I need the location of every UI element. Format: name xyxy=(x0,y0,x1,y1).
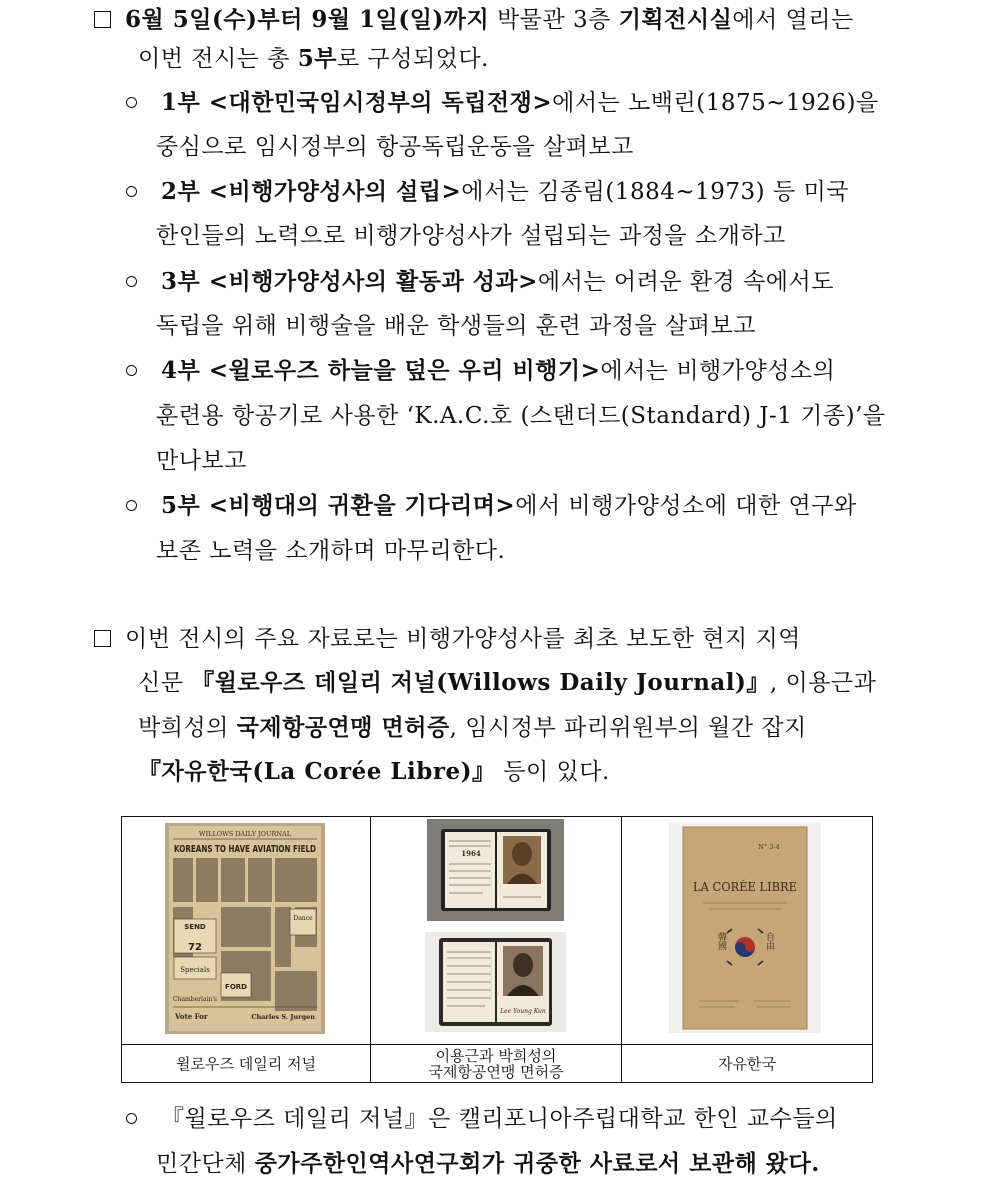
sec2-line3: 박희성의 국제항공연맹 면허증, 임시정부 파리위원부의 월간 잡지 xyxy=(138,714,807,741)
headline: KOREANS TO HAVE AVIATION FIELD xyxy=(174,844,316,855)
newspaper-image xyxy=(165,823,325,1034)
list-item: 3부 <비행가양성사의 활동과 성과>에서는 어려운 환경 속에서도 xyxy=(126,267,834,297)
checkbox-square-icon xyxy=(94,11,111,28)
svg-text:自由: 自由 xyxy=(764,932,774,950)
bullet-circle-icon xyxy=(126,1113,137,1124)
bullet-circle-icon xyxy=(126,500,137,511)
checkbox-square-icon xyxy=(94,630,111,647)
bullet-circle-icon xyxy=(126,97,137,108)
svg-text:Vote For: Vote For xyxy=(175,1012,208,1021)
svg-text:Chamberlain's: Chamberlain's xyxy=(173,996,217,1003)
sec1-line1: 6월 5일(수)부터 9월 1일(일)까지 박물관 3층 기획전시실에서 열리는 xyxy=(94,5,854,35)
sec2-line2: 신문 『윌로우즈 데일리 저널(Willows Daily Journal)』, 이용근과 xyxy=(138,669,877,696)
list-item-cont: 보존 노력을 소개하며 마무리한다. xyxy=(156,538,506,564)
caption-license: 이용근과 박희성의 국제항공연맹 면허증 xyxy=(371,1045,622,1083)
sec1-line2: 이번 전시는 총 5부로 구성되었다. xyxy=(138,45,489,72)
sec2-line1: 이번 전시의 주요 자료로는 비행가양성사를 최초 보도한 현지 지역 xyxy=(94,624,801,654)
magazine-title: LA CORÉE LIBRE xyxy=(693,880,803,894)
license-image-top xyxy=(427,819,564,921)
bullet-circle-icon xyxy=(126,186,137,197)
svg-text:Specials: Specials xyxy=(180,966,210,974)
svg-text:Dance: Dance xyxy=(293,915,313,922)
caption-magazine: 자유한국 xyxy=(621,1045,872,1083)
svg-text:Lee Young Kun: Lee Young Kun xyxy=(500,1008,546,1015)
license-image-bottom xyxy=(425,932,566,1032)
list-item: 4부 <윌로우즈 하늘을 덮은 우리 비행기>에서는 비행가양성소의 xyxy=(126,356,835,386)
note-line1: 『윌로우즈 데일리 저널』은 캘리포니아주립대학교 한인 교수들의 xyxy=(126,1104,838,1134)
list-item: 5부 <비행대의 귀환을 기다리며>에서 비행가양성소에 대한 연구와 xyxy=(126,491,857,521)
note-line2: 민간단체 중가주한인역사연구회가 귀중한 사료로서 보관해 왔다. xyxy=(156,1150,820,1177)
svg-text:72: 72 xyxy=(188,942,202,953)
list-item-cont: 만나보고 xyxy=(156,448,247,474)
bullet-circle-icon xyxy=(126,365,137,376)
list-item: 2부 <비행가양성사의 설립>에서는 김종림(1884~1973) 등 미국 xyxy=(126,177,849,207)
list-item: 1부 <대한민국임시정부의 독립전쟁>에서는 노백린(1875~1926)을 xyxy=(126,88,879,118)
svg-text:N° 3-4: N° 3-4 xyxy=(758,843,780,851)
sec2-line4: 『자유한국(La Corée Libre)』 등이 있다. xyxy=(138,758,610,785)
caption-newspaper: 윌로우즈 데일리 저널 xyxy=(122,1045,371,1083)
bullet-circle-icon xyxy=(126,276,137,287)
svg-text:SEND: SEND xyxy=(184,923,206,931)
list-item-cont: 중심으로 임시정부의 항공독립운동을 살펴보고 xyxy=(156,134,634,160)
magazine-image xyxy=(669,823,821,1033)
list-item-cont: 독립을 위해 비행술을 배운 학생들의 훈련 과정을 살펴보고 xyxy=(156,313,756,339)
list-item-cont: 훈련용 항공기로 사용한 ‘K.A.C.호 (스탠더드(Standard) J-1 기종)’을 xyxy=(156,403,886,429)
svg-text:Charles S. Jurgen: Charles S. Jurgen xyxy=(251,1013,315,1021)
svg-text:韓國: 韓國 xyxy=(716,932,726,950)
list-item-cont: 한인들의 노력으로 비행가양성사가 설립되는 과정을 소개하고 xyxy=(156,223,786,249)
svg-text:FORD: FORD xyxy=(225,983,247,991)
masthead: WILLOWS DAILY JOURNAL xyxy=(198,830,292,838)
svg-text:1964: 1964 xyxy=(461,849,481,858)
